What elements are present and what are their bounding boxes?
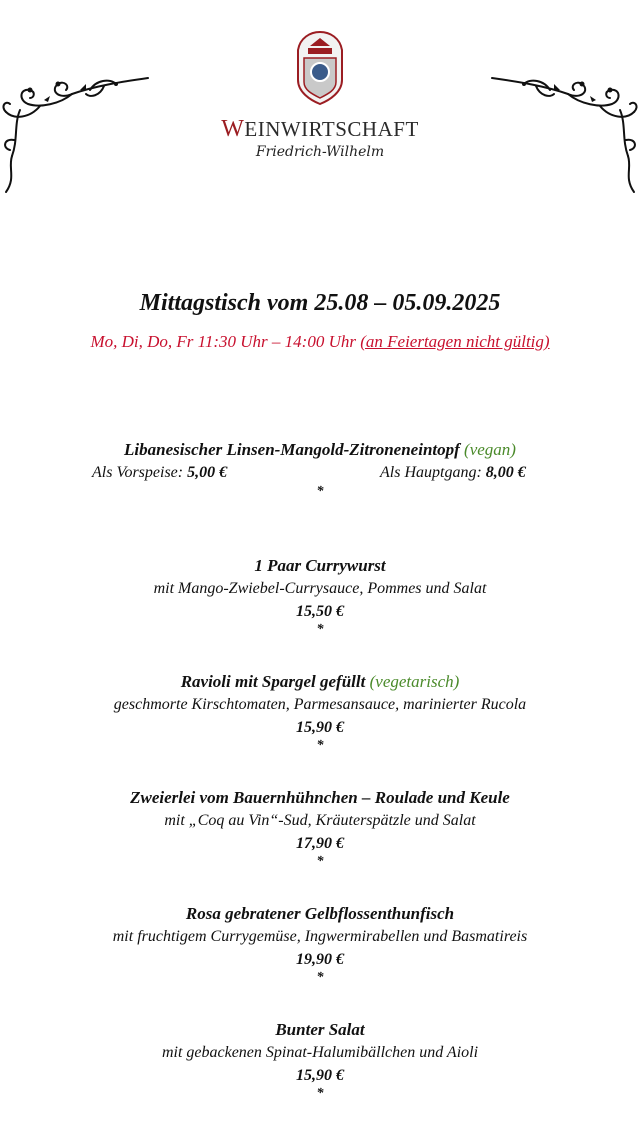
dish-price: 17,90 €: [296, 835, 344, 852]
menu-item: [0, 1018, 640, 1134]
starter-option: [92, 461, 227, 485]
price-options: [0, 461, 640, 485]
dish-description: geschmorte Kirschtomaten, Parmesansauce, marinierter Rucola: [113, 696, 527, 713]
menu-item: [0, 670, 640, 786]
dish-description: mit fruchtigem Currygemüse, Ingwermirabellen und Basmatireis: [112, 928, 528, 945]
brand-rest: EINWIRTSCHAFT: [244, 117, 419, 141]
brand-name: [0, 116, 640, 143]
brand-subtitle: Friedrich-Wilhelm: [255, 144, 385, 160]
separator-star: *: [316, 738, 324, 753]
dish-name-text: Ravioli mit Spargel gefüllt: [180, 672, 370, 691]
dish-name: 1 Paar Currywurst: [254, 556, 386, 575]
menu-item: [0, 902, 640, 1018]
dish-price: 15,50 €: [296, 603, 344, 620]
diet-tag: (vegetarisch): [369, 672, 460, 691]
menu-item: [0, 786, 640, 902]
starter-label: Als Vorspeise:: [92, 464, 188, 481]
main-price: 8,00 €: [485, 464, 526, 481]
opening-hours: [0, 332, 640, 352]
menu-list: [0, 438, 640, 1134]
dish-price: 19,90 €: [296, 951, 344, 968]
dish-name-text: Libanesischer Linsen-Mangold-Zitroneneintopf: [124, 440, 465, 459]
restaurant-logo: [0, 28, 640, 160]
dish-description: mit „Coq au Vin“-Sud, Kräuterspätzle und Salat: [164, 812, 476, 829]
brand-initial: W: [221, 116, 245, 142]
dish-name: Rosa gebratener Gelbflossenthunfisch: [185, 904, 455, 923]
main-label: Als Hauptgang:: [380, 464, 486, 481]
menu-item: [0, 554, 640, 670]
dish-name: Zweierlei vom Bauernhühnchen – Roulade und Keule: [130, 788, 510, 807]
hours-text: Mo, Di, Do, Fr 11:30 Uhr – 14:00 Uhr: [90, 332, 361, 351]
menu-item: [0, 438, 640, 554]
starter-price: 5,00 €: [187, 464, 228, 481]
crest-icon: [290, 28, 350, 108]
dish-price: 15,90 €: [296, 719, 344, 736]
dish-name: [0, 670, 640, 693]
separator-star: *: [316, 622, 324, 637]
menu-title: Mittagstisch vom 25.08 – 05.09.2025: [139, 290, 501, 316]
separator-star: *: [316, 484, 324, 499]
diet-tag: (vegan): [464, 440, 516, 459]
separator-star: *: [316, 970, 324, 985]
dish-name: [0, 438, 640, 461]
main-option: [380, 461, 526, 485]
separator-star: *: [316, 854, 324, 869]
separator-star: *: [316, 1086, 324, 1101]
dish-name: Bunter Salat: [275, 1020, 365, 1039]
holiday-note: (an Feiertagen nicht gültig): [360, 332, 550, 351]
dish-price: 15,90 €: [296, 1067, 344, 1084]
dish-description: mit gebackenen Spinat-Halumibällchen und Aioli: [161, 1044, 479, 1061]
dish-description: mit Mango-Zwiebel-Currysauce, Pommes und Salat: [153, 580, 487, 597]
